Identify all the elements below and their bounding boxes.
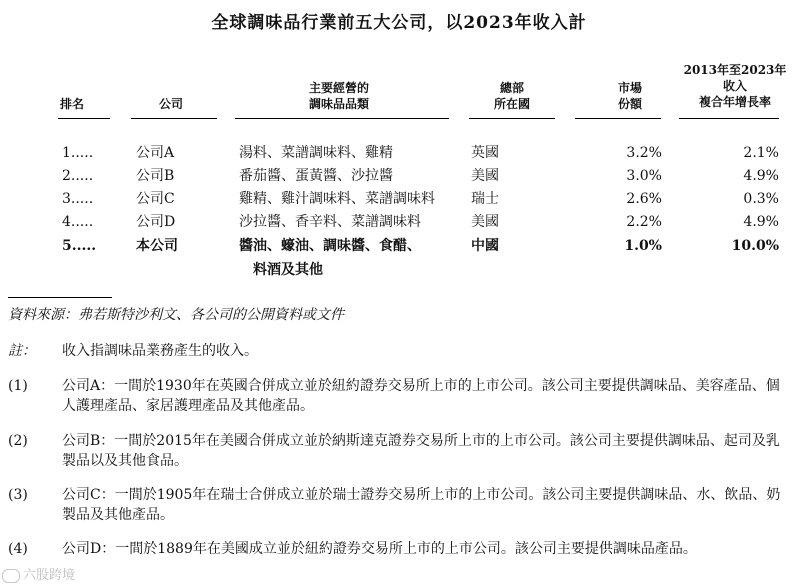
products-cell: 沙拉醬、香辛料、菜譜調味料 bbox=[239, 214, 421, 230]
header-company: 公司 bbox=[159, 97, 184, 111]
cagr-cell: 4.9% bbox=[743, 214, 779, 230]
source-text: 資料來源：弗若斯特沙利文、各公司的公開資料或文件 bbox=[8, 307, 344, 323]
note-label: 註： bbox=[8, 343, 36, 359]
watermark-logo-icon bbox=[2, 569, 20, 583]
footnote-number: (1) bbox=[8, 378, 28, 394]
cagr-cell: 10.0% bbox=[731, 238, 779, 254]
watermark-text: 六股跨境 bbox=[23, 568, 76, 583]
footnote-text: 公司B：一間於2015年在美國合併成立並於納斯達克證券交易所上市的上市公司。該公司主要提供調味品、起司及乳製品以及其他食品。 bbox=[62, 433, 780, 469]
share-cell: 1.0% bbox=[624, 238, 662, 254]
rank-cell: 2..... bbox=[62, 168, 94, 184]
hq-cell: 中國 bbox=[471, 238, 499, 254]
products-cell: 雞精、雞汁調味料、菜譜調味料 bbox=[239, 191, 435, 207]
header-products-line1: 主要經營的 bbox=[308, 81, 369, 95]
cagr-cell: 0.3% bbox=[743, 191, 779, 207]
products-cell: 番茄醬、蛋黃醬、沙拉醬 bbox=[239, 168, 393, 184]
table-row-own-company bbox=[0, 236, 798, 280]
rank-cell: 1..... bbox=[62, 145, 94, 161]
watermark bbox=[2, 564, 75, 583]
footnote-text: 公司A：一間於1930年在英國合併成立並於紐約證券交易所上市的上市公司。該公司主要提供調味品、美容產品、個人護理產品、家居護理產品及其他產品。 bbox=[62, 378, 780, 414]
header-hq bbox=[484, 80, 540, 112]
note-text: 收入指調味品業務產生的收入。 bbox=[62, 343, 258, 359]
source-divider bbox=[8, 297, 112, 298]
products-cell: 醬油、蠔油、調味醬、食醋、 bbox=[239, 238, 421, 254]
header-share-line2: 份額 bbox=[617, 97, 642, 111]
products-cell: 湯料、菜譜調味料、雞精 bbox=[239, 145, 393, 161]
company-cell: 公司D bbox=[136, 214, 176, 230]
header-rank: 排名 bbox=[60, 97, 85, 111]
header-rule-hq bbox=[469, 118, 555, 119]
header-products bbox=[283, 80, 395, 112]
table-row bbox=[0, 166, 798, 186]
header-rule-company bbox=[131, 118, 217, 119]
header-cagr-line1: 2013年至2023年 bbox=[683, 63, 787, 77]
share-cell: 3.0% bbox=[626, 168, 662, 184]
header-cagr bbox=[680, 62, 790, 110]
cagr-cell: 2.1% bbox=[743, 145, 779, 161]
header-products-line2: 調味品品類 bbox=[308, 97, 369, 111]
hq-cell: 瑞士 bbox=[471, 191, 499, 207]
cagr-cell: 4.9% bbox=[743, 168, 779, 184]
hq-cell: 美國 bbox=[471, 214, 499, 230]
header-cagr-line2: 收入 bbox=[722, 79, 747, 93]
hq-cell: 美國 bbox=[471, 168, 499, 184]
products-cell-continued: 料酒及其他 bbox=[253, 262, 323, 278]
header-rule-products bbox=[235, 118, 449, 119]
company-cell: 公司C bbox=[136, 191, 175, 207]
header-share bbox=[610, 80, 650, 112]
hq-cell: 英國 bbox=[471, 145, 499, 161]
rank-cell: 3..... bbox=[62, 191, 94, 207]
header-hq-line1: 總部 bbox=[499, 81, 524, 95]
company-cell: 公司A bbox=[136, 145, 175, 161]
footnote-number: (3) bbox=[8, 487, 28, 503]
footnote-text: 公司D：一間於1889年在美國成立並於紐約證券交易所上市的上市公司。該公司主要提供調味品產品。 bbox=[62, 541, 697, 557]
rank-cell: 5..... bbox=[62, 238, 97, 254]
header-cagr-line3: 複合年增長率 bbox=[698, 95, 771, 109]
footnote-number: (2) bbox=[8, 433, 28, 449]
table-row bbox=[0, 189, 798, 209]
share-cell: 2.6% bbox=[626, 191, 662, 207]
footnote-number: (4) bbox=[8, 541, 28, 557]
share-cell: 3.2% bbox=[626, 145, 662, 161]
company-cell: 本公司 bbox=[136, 238, 178, 254]
company-cell: 公司B bbox=[136, 168, 175, 184]
page-title: 全球調味品行業前五大公司，以2023年收入計 bbox=[211, 13, 587, 33]
rank-cell: 4..... bbox=[62, 214, 94, 230]
footnote-text: 公司C：一間於1905年在瑞士合併成立並於瑞士證券交易所上市的上市公司。該公司主要提供調味品、水、飲品、奶製品及其他產品。 bbox=[62, 487, 781, 523]
header-rule-rank bbox=[58, 118, 110, 119]
header-hq-line2: 所在國 bbox=[493, 97, 530, 111]
table-row bbox=[0, 143, 798, 163]
header-rule-share bbox=[575, 118, 661, 119]
header-share-line1: 市場 bbox=[617, 81, 642, 95]
share-cell: 2.2% bbox=[626, 214, 662, 230]
table-row bbox=[0, 212, 798, 232]
header-rule-cagr bbox=[679, 118, 779, 119]
